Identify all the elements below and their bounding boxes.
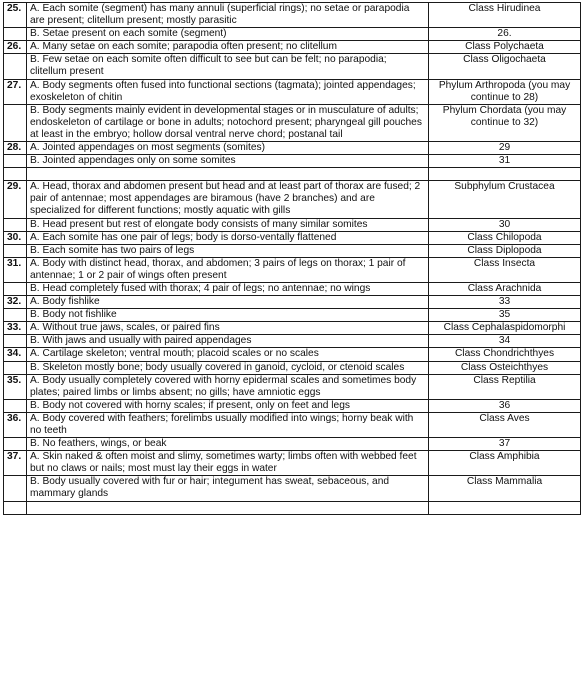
couplet-description <box>27 501 429 514</box>
couplet-result: 34 <box>429 335 581 348</box>
couplet-result: 26. <box>429 28 581 41</box>
couplet-number <box>4 476 27 501</box>
couplet-number: 30. <box>4 231 27 244</box>
key-table-body <box>4 3 581 515</box>
couplet-result: Class Aves <box>429 412 581 437</box>
couplet-result: Class Mammalia <box>429 476 581 501</box>
couplet-number <box>4 104 27 141</box>
couplet-result: Class Diplopoda <box>429 244 581 257</box>
couplet-number <box>4 501 27 514</box>
dichotomous-key-table <box>3 2 581 515</box>
couplet-result: 31 <box>429 155 581 168</box>
couplet-description: A. Each somite (segment) has many annuli (superficial rings); no setae or parapodia are present; clitellum present; mostly parasitic <box>27 3 429 28</box>
couplet-number: 29. <box>4 181 27 218</box>
couplet-result: 30 <box>429 218 581 231</box>
key-row <box>4 79 581 104</box>
couplet-result: Phylum Chordata (you may continue to 32) <box>429 104 581 141</box>
couplet-number <box>4 28 27 41</box>
couplet-result <box>429 501 581 514</box>
couplet-result: Class Polychaeta <box>429 41 581 54</box>
couplet-description: B. Few setae on each somite often difficult to see but can be felt; no parapodia; clitellum present <box>27 54 429 79</box>
key-row <box>4 218 581 231</box>
couplet-description: A. Body usually completely covered with horny epidermal scales and sometimes body plates; paired limbs or limbs absent; no gills; have amniotic eggs <box>27 374 429 399</box>
couplet-description: A. Jointed appendages on most segments (somites) <box>27 142 429 155</box>
couplet-number: 25. <box>4 3 27 28</box>
couplet-result: Class Arachnida <box>429 282 581 295</box>
couplet-description: B. Jointed appendages only on some somites <box>27 155 429 168</box>
key-row <box>4 282 581 295</box>
key-row <box>4 399 581 412</box>
couplet-result <box>429 168 581 181</box>
couplet-number <box>4 218 27 231</box>
key-row <box>4 142 581 155</box>
key-row <box>4 181 581 218</box>
couplet-number <box>4 168 27 181</box>
couplet-number <box>4 438 27 451</box>
couplet-number: 35. <box>4 374 27 399</box>
couplet-number: 26. <box>4 41 27 54</box>
couplet-number: 33. <box>4 322 27 335</box>
key-row <box>4 309 581 322</box>
couplet-description: B. Setae present on each somite (segment) <box>27 28 429 41</box>
couplet-description: A. Cartilage skeleton; ventral mouth; placoid scales or no scales <box>27 348 429 361</box>
key-row <box>4 501 581 514</box>
couplet-number <box>4 309 27 322</box>
couplet-result: Phylum Arthropoda (you may continue to 28) <box>429 79 581 104</box>
key-row <box>4 374 581 399</box>
couplet-number: 37. <box>4 451 27 476</box>
couplet-description: B. Head present but rest of elongate body consists of many similar somites <box>27 218 429 231</box>
couplet-description <box>27 168 429 181</box>
couplet-result: 37 <box>429 438 581 451</box>
key-row <box>4 361 581 374</box>
couplet-description: B. Body usually covered with fur or hair; integument has sweat, sebaceous, and mammary glands <box>27 476 429 501</box>
key-row <box>4 231 581 244</box>
couplet-number: 36. <box>4 412 27 437</box>
couplet-result: 33 <box>429 296 581 309</box>
couplet-description: B. Each somite has two pairs of legs <box>27 244 429 257</box>
couplet-result: Subphylum Crustacea <box>429 181 581 218</box>
couplet-number <box>4 282 27 295</box>
couplet-number <box>4 335 27 348</box>
key-row <box>4 348 581 361</box>
couplet-number <box>4 155 27 168</box>
key-row <box>4 257 581 282</box>
couplet-number: 34. <box>4 348 27 361</box>
couplet-description: B. Body not covered with horny scales; if present, only on feet and legs <box>27 399 429 412</box>
couplet-number <box>4 244 27 257</box>
couplet-number <box>4 54 27 79</box>
key-row <box>4 168 581 181</box>
key-row <box>4 412 581 437</box>
couplet-result: Class Amphibia <box>429 451 581 476</box>
couplet-description: A. Many setae on each somite; parapodia often present; no clitellum <box>27 41 429 54</box>
couplet-number <box>4 361 27 374</box>
key-row <box>4 296 581 309</box>
key-row <box>4 335 581 348</box>
couplet-result: 29 <box>429 142 581 155</box>
couplet-result: Class Hirudinea <box>429 3 581 28</box>
couplet-result: 36 <box>429 399 581 412</box>
couplet-description: B. Body segments mainly evident in developmental stages or in musculature of adults; endoskeleton of cartilage or bone in adults; notochord present; pharyngeal gill pouches at least in the embryo; hollow dorsal ventral nerve chord; postanal tail <box>27 104 429 141</box>
couplet-result: Class Oligochaeta <box>429 54 581 79</box>
key-row <box>4 322 581 335</box>
couplet-result: Class Cephalaspidomorphi <box>429 322 581 335</box>
couplet-description: A. Body covered with feathers; forelimbs usually modified into wings; horny beak with no teeth <box>27 412 429 437</box>
couplet-description: A. Body with distinct head, thorax, and abdomen; 3 pairs of legs on thorax; 1 pair of antennae; 1 or 2 pair of wings often present <box>27 257 429 282</box>
couplet-number: 32. <box>4 296 27 309</box>
key-row <box>4 28 581 41</box>
couplet-number: 31. <box>4 257 27 282</box>
couplet-number <box>4 399 27 412</box>
key-row <box>4 3 581 28</box>
couplet-result: Class Insecta <box>429 257 581 282</box>
couplet-description: A. Head, thorax and abdomen present but head and at least part of thorax are fused; 2 pair of antennae; most appendages are biramous (have 2 branches) and are specialized for different functions; mostly aquatic with gills <box>27 181 429 218</box>
key-row <box>4 104 581 141</box>
couplet-description: B. No feathers, wings, or beak <box>27 438 429 451</box>
couplet-description: B. Body not fishlike <box>27 309 429 322</box>
couplet-description: A. Skin naked & often moist and slimy, sometimes warty; limbs often with webbed feet but no claws or nails; most must lay their eggs in water <box>27 451 429 476</box>
key-row <box>4 438 581 451</box>
couplet-number: 27. <box>4 79 27 104</box>
couplet-description: A. Without true jaws, scales, or paired fins <box>27 322 429 335</box>
couplet-description: B. Skeleton mostly bone; body usually covered in ganoid, cycloid, or ctenoid scales <box>27 361 429 374</box>
couplet-result: Class Osteichthyes <box>429 361 581 374</box>
key-row <box>4 41 581 54</box>
couplet-description: B. With jaws and usually with paired appendages <box>27 335 429 348</box>
couplet-result: 35 <box>429 309 581 322</box>
couplet-description: A. Body fishlike <box>27 296 429 309</box>
couplet-result: Class Chondrichthyes <box>429 348 581 361</box>
couplet-result: Class Chilopoda <box>429 231 581 244</box>
couplet-number: 28. <box>4 142 27 155</box>
key-row <box>4 244 581 257</box>
couplet-description: B. Head completely fused with thorax; 4 pair of legs; no antennae; no wings <box>27 282 429 295</box>
couplet-result: Class Reptilia <box>429 374 581 399</box>
key-row <box>4 155 581 168</box>
key-row <box>4 451 581 476</box>
couplet-description: A. Each somite has one pair of legs; body is dorso-ventally flattened <box>27 231 429 244</box>
couplet-description: A. Body segments often fused into functional sections (tagmata); jointed appendages; exoskeleton of chitin <box>27 79 429 104</box>
key-row <box>4 476 581 501</box>
key-row <box>4 54 581 79</box>
